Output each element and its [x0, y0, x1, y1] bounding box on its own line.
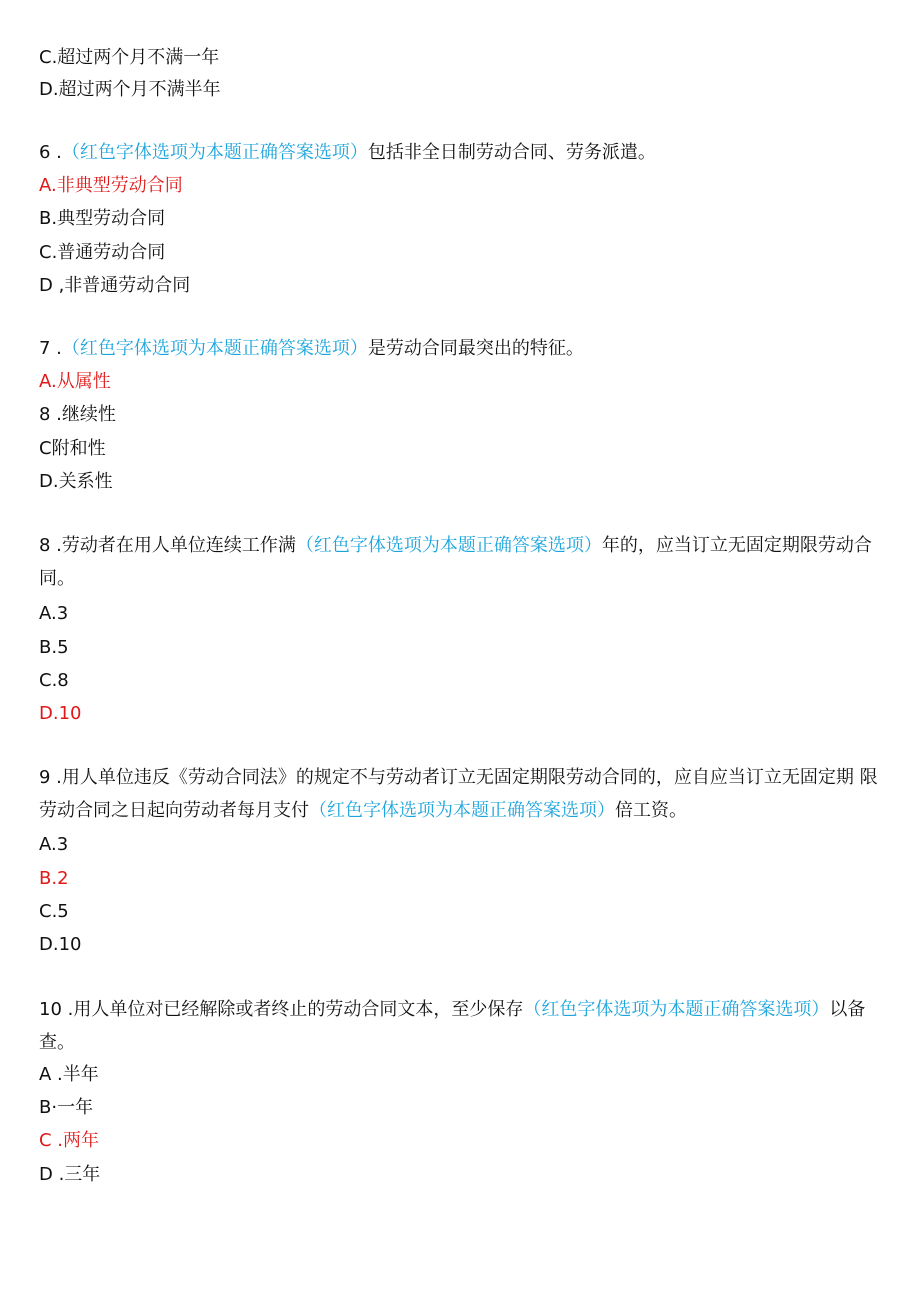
question-8: [39, 529, 882, 595]
prev-option-d: D.超过两个月不满半年: [39, 79, 221, 100]
q6-option-b: B.典型劳动合同: [39, 208, 166, 229]
prev-option-c: C.超过两个月不满一年: [39, 47, 220, 68]
question-7-prefix: 7 .: [39, 338, 62, 359]
q6-option-a-correct: A.非典型劳动合同: [39, 175, 183, 196]
answer-hint: （红色字体选项为本题正确答案选项）: [523, 999, 830, 1020]
q7-option-c: C附和性: [39, 438, 106, 459]
q10-option-b: B·一年: [39, 1097, 94, 1118]
q10-option-c-correct: C .两年: [39, 1130, 100, 1151]
q8-option-d-correct: D.10: [39, 703, 82, 724]
question-7-suffix: 是劳动合同最突出的特征。: [367, 338, 584, 359]
q10-option-d: D .三年: [39, 1164, 101, 1185]
question-8-suffix: 年的，应当订立无固定期限劳动合 同。: [39, 535, 872, 589]
question-9: [39, 761, 882, 827]
question-10-prefix: 10 .用人单位对已经解除或者终止的劳动合同文本，至少保存: [39, 999, 524, 1020]
q8-option-a: A.3: [39, 603, 69, 624]
question-9-prefix: 9 .用人单位违反《劳动合同法》的规定不与劳动者订立无固定期限劳动合同的，应自应当订立无固定期 限劳动合同之日起向劳动者每月支付: [39, 767, 878, 821]
q7-option-b: 8 .继续性: [39, 404, 116, 425]
q7-option-a-correct: A.从属性: [39, 371, 111, 392]
answer-hint: （红色字体选项为本题正确答案选项）: [295, 535, 602, 556]
q10-option-a: A .半年: [39, 1064, 99, 1085]
question-8-prefix: 8 .劳动者在用人单位连续工作满: [39, 535, 296, 556]
q8-option-c: C.8: [39, 670, 69, 691]
answer-hint: （红色字体选项为本题正确答案选项）: [61, 142, 368, 163]
question-6-prefix: 6 .: [39, 142, 62, 163]
question-6-suffix: 包括非全日制劳动合同、劳务派遣。: [367, 142, 656, 163]
q8-option-b: B.5: [39, 637, 69, 658]
question-9-suffix: 倍工资。: [615, 800, 687, 821]
answer-hint: （红色字体选项为本题正确答案选项）: [309, 800, 615, 821]
q9-option-d: D.10: [39, 934, 82, 955]
q6-option-c: C.普通劳动合同: [39, 242, 166, 263]
question-7: [39, 338, 882, 360]
q9-option-a: A.3: [39, 834, 69, 855]
question-10: [39, 993, 882, 1059]
q9-option-c: C.5: [39, 901, 69, 922]
q6-option-d: D ,非普通劳动合同: [39, 275, 191, 296]
question-6: [39, 142, 882, 164]
answer-hint: （红色字体选项为本题正确答案选项）: [61, 338, 368, 359]
question-10-suffix: 以备查。: [39, 999, 866, 1053]
q7-option-d: D.关系性: [39, 471, 113, 492]
q9-option-b-correct: B.2: [39, 868, 69, 889]
